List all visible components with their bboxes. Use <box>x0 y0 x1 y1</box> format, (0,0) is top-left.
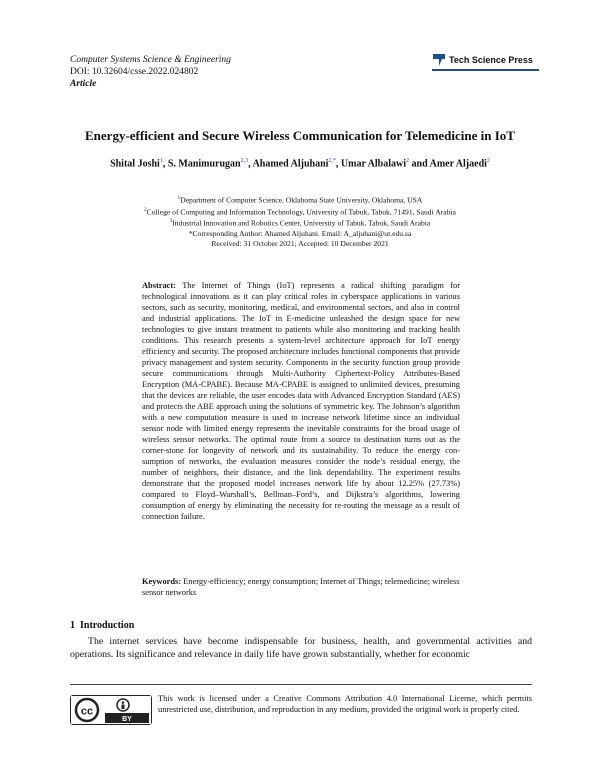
author-sup: 2 <box>486 158 490 164</box>
author-sup: 2,* <box>328 158 336 164</box>
section-number: 1 <box>70 620 75 631</box>
keywords-text: Energy-efficiency; energy consumption; Internet of Things; telemedicine; wireless sensor networks <box>142 577 460 597</box>
publisher-name: Tech Science Press <box>449 55 533 65</box>
author-name: Ahamed Aljuhani <box>252 158 329 170</box>
affiliation <box>0 217 600 229</box>
journal-header <box>70 54 231 90</box>
author-sup: 2 <box>406 158 410 164</box>
corresponding-author: *Corresponding Author: Ahamed Aljuhani. Email: A_aljuhani@ut.edu.sa <box>188 228 412 238</box>
author-name: Shital Joshi <box>110 158 160 170</box>
doi: DOI: 10.32604/csse.2022.024802 <box>70 67 199 77</box>
journal-name: Computer Systems Science & Engineering <box>70 55 231 65</box>
footer-divider <box>70 684 532 685</box>
affiliation <box>0 194 600 206</box>
license-text: This work is licensed under a Creative Commons Attribution 4.0 International License, which permits unrestricted use, distribution, and reproduction in any medium, provided the original work is properly cited. <box>158 694 532 714</box>
cc-by-badge[interactable] <box>70 695 152 725</box>
affiliation-sup: 3 <box>169 219 173 225</box>
publisher-underline <box>432 69 539 71</box>
affiliation-text: Department of Computer Science, Oklahoma State University, Oklahoma, USA <box>180 195 423 205</box>
by-text: BY <box>122 716 132 723</box>
author-list: Shital Joshi$^1$, S. Manimurugan$^{2,3}$, Ahamed Aljuhani$^{2,*}$, Umar Albalawi$^2$ and Amer Aljaedi$^2$ <box>110 158 490 170</box>
abstract <box>142 280 460 522</box>
affiliation-sup: 1 <box>177 196 181 201</box>
affiliation-sup: 2 <box>144 207 147 213</box>
author-sup: 2,3 <box>240 158 249 164</box>
section-body: The internet services have become indispensable for business, health, and governmental activities and operations. Its significance and relevance in daily life have grown substantially, whether for economic <box>70 636 532 660</box>
affiliation-text: Industrial Innovation and Robotics Center, University of Tabuk, Tabuk, Saudi Arabia <box>172 218 431 228</box>
author-sup: 1 <box>159 158 163 164</box>
received-dates: Received: 31 October 2021; Accepted: 10 December 2021 <box>211 238 389 248</box>
cc-text: cc <box>80 705 94 718</box>
keywords-label: Keywords: <box>142 577 182 586</box>
author-name: S. Manimurugan <box>167 158 241 170</box>
abstract-label: Abstract: <box>142 281 176 290</box>
author-name: Amer Aljaedi <box>429 158 487 170</box>
affiliation-text: College of Computing and Information Technology, University of Tabuk, Tabuk, 71491, Saudi Arabia <box>146 207 456 217</box>
section-heading <box>70 620 134 631</box>
affiliation <box>0 206 600 218</box>
abstract-text: The Internet of Things (IoT) represents a radical shifting paradigm for technological innovations as it can play critical roles in cyberspace applications in various sectors, such as security, monitoring, medical, and environmental sectors, and also in control and industrial applications. The IoT in E-medicine unleashed the design space for new technologies to give instant treatment to patients while also monitoring and tracking health conditions. This research presents a system-level architecture approach for IoT energy efficiency and security. The proposed architecture includes functional components that provide privacy management and system security. Components in the security function group provide secure communications through Multi-Authority Ciphertext-Policy Attributes-Based Encryption (MA-CPABE). Because MA-CPABE is assigned to unlimited devices, presuming that the devices are reliable, the user encodes data with Advanced Encryption Standard (AES) and protects the ABE approach using the solutions of symmetric key. The Johnson’s algorithm with a new computation measure is used to increase network lifetime since an individual sensor node with limited energy represents the inevitable constraints for the broad usage of wireless sensor networks. The optimal route from a source to destination turns out as the corner-stone for longevity of network and its sustainability. To reduce the energy con-sumption of networks, the evaluation measures consider the node’s residual energy, the number of neighbors, their distance, and the link dependability. The experiment results demonstrate that the proposed model increases network life by about 12.25% (27.73%) compared to Floyd–Warshall’s, Bellman–Ford’s, and Dijkstra’s algorithms, lowering consumption of energy by eliminating the necessity for re-routing the message as a result of connection failure. <box>142 281 460 521</box>
publisher-logo-icon <box>432 53 446 67</box>
paper-title: Energy-efficient and Secure Wireless Communication for Telemedicine in IoT <box>85 128 515 143</box>
keywords <box>142 576 460 598</box>
author-name: Umar Albalawi <box>340 158 407 170</box>
section-title: Introduction <box>80 620 135 631</box>
affiliations <box>0 194 600 249</box>
publisher-logo <box>432 52 533 68</box>
cc-by-icon <box>71 696 151 724</box>
article-type: Article <box>70 79 97 89</box>
